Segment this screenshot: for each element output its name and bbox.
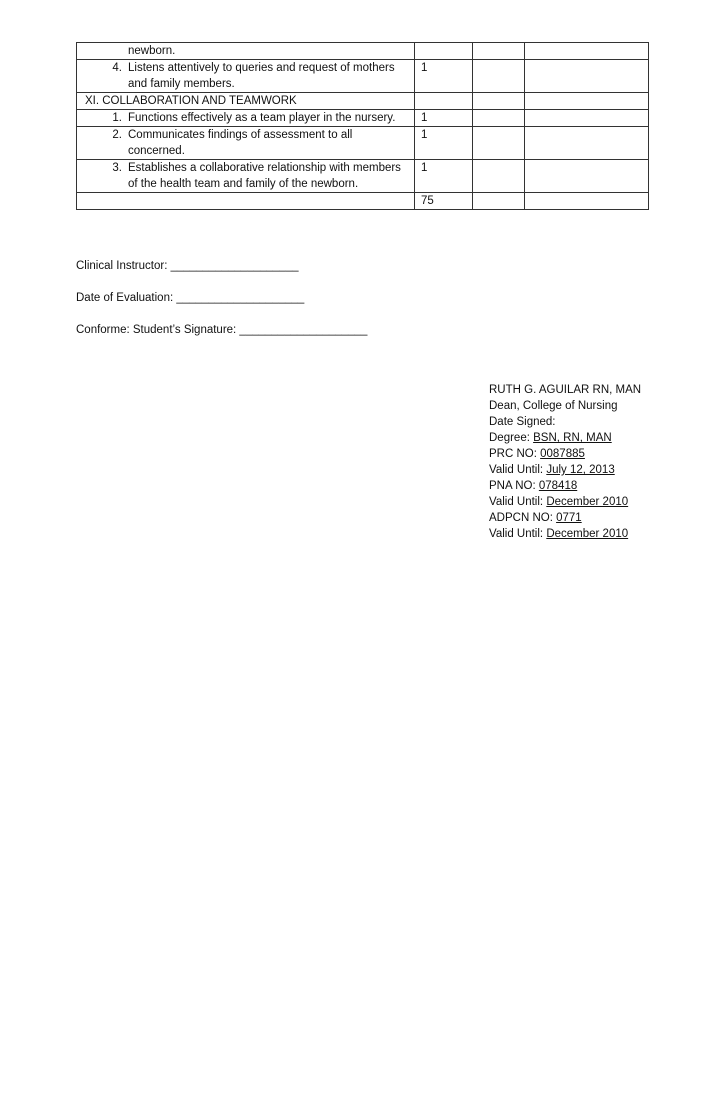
total-score: 75 xyxy=(415,193,473,210)
score-cell: 1 xyxy=(415,127,473,160)
table-row xyxy=(77,127,649,160)
date-signed: Date Signed: xyxy=(489,416,556,428)
table-row xyxy=(77,93,649,110)
blank-cell xyxy=(473,93,525,110)
score-cell: 1 xyxy=(415,60,473,93)
pna-row xyxy=(489,478,641,494)
degree-row xyxy=(489,430,641,446)
prc-valid-row xyxy=(489,462,641,478)
criteria-cell xyxy=(77,110,415,127)
total-label-cell xyxy=(77,193,415,210)
blank-cell xyxy=(473,160,525,193)
criteria-continuation: newborn. xyxy=(128,45,176,57)
table-row xyxy=(77,193,649,210)
dean-signature-block xyxy=(489,382,641,542)
item-number: 1. xyxy=(112,112,122,124)
table-row xyxy=(77,160,649,193)
dean-name: RUTH G. AGUILAR RN, MAN xyxy=(489,384,642,396)
valid-until-label: Valid Until: xyxy=(489,528,547,540)
pna-valid-value: December 2010 xyxy=(546,496,629,508)
score-cell xyxy=(415,43,473,60)
blank-cell xyxy=(473,110,525,127)
blank-cell xyxy=(473,43,525,60)
pna-label: PNA NO: xyxy=(489,480,539,492)
pna-valid-row xyxy=(489,494,641,510)
adpcn-value: 0771 xyxy=(556,512,582,524)
section-heading xyxy=(77,93,415,110)
table-row xyxy=(77,110,649,127)
criteria-cell xyxy=(77,127,415,160)
table-row xyxy=(77,43,649,60)
prc-value: 0087885 xyxy=(540,448,585,460)
degree-label: Degree: xyxy=(489,432,534,444)
blank-cell xyxy=(473,60,525,93)
item-number: 4. xyxy=(112,62,122,74)
blank-cell xyxy=(525,110,649,127)
blank-cell xyxy=(525,127,649,160)
item-text: Communicates findings of assessment to all concerned. xyxy=(128,129,353,157)
student-signature-line: Conforme: Student’s Signature: ____________________ xyxy=(76,324,368,336)
criteria-cell xyxy=(77,43,415,60)
blank-cell xyxy=(525,193,649,210)
valid-until-label: Valid Until: xyxy=(489,464,547,476)
clinical-instructor-line: Clinical Instructor: ____________________ xyxy=(76,260,299,272)
criteria-cell xyxy=(77,160,415,193)
date-of-evaluation-line: Date of Evaluation: ____________________ xyxy=(76,292,305,304)
score-cell: 1 xyxy=(415,110,473,127)
adpcn-row xyxy=(489,510,641,526)
blank-cell xyxy=(525,160,649,193)
section-title: XI. COLLABORATION AND TEAMWORK xyxy=(85,95,297,107)
degree-value: BSN, RN, MAN xyxy=(533,432,612,444)
evaluation-table xyxy=(76,42,649,210)
table-row xyxy=(77,60,649,93)
item-number: 3. xyxy=(112,162,122,174)
score-cell xyxy=(415,93,473,110)
score-cell: 1 xyxy=(415,160,473,193)
item-number: 2. xyxy=(112,129,122,141)
dean-title: Dean, College of Nursing xyxy=(489,400,618,412)
blank-cell xyxy=(473,127,525,160)
prc-row xyxy=(489,446,641,462)
prc-label: PRC NO: xyxy=(489,448,541,460)
criteria-cell xyxy=(77,60,415,93)
blank-cell xyxy=(525,43,649,60)
blank-cell xyxy=(525,60,649,93)
item-text: Establishes a collaborative relationship with members of the health team and family of the newborn. xyxy=(128,162,401,190)
valid-until-label: Valid Until: xyxy=(489,496,547,508)
prc-valid-value: July 12, 2013 xyxy=(546,464,615,476)
item-text: Listens attentively to queries and request of mothers and family members. xyxy=(128,62,395,90)
adpcn-valid-value: December 2010 xyxy=(546,528,629,540)
blank-cell xyxy=(473,193,525,210)
blank-cell xyxy=(525,93,649,110)
pna-value: 078418 xyxy=(538,480,578,492)
adpcn-label: ADPCN NO: xyxy=(489,512,557,524)
adpcn-valid-row xyxy=(489,526,641,542)
item-text: Functions effectively as a team player in the nursery. xyxy=(128,112,396,124)
